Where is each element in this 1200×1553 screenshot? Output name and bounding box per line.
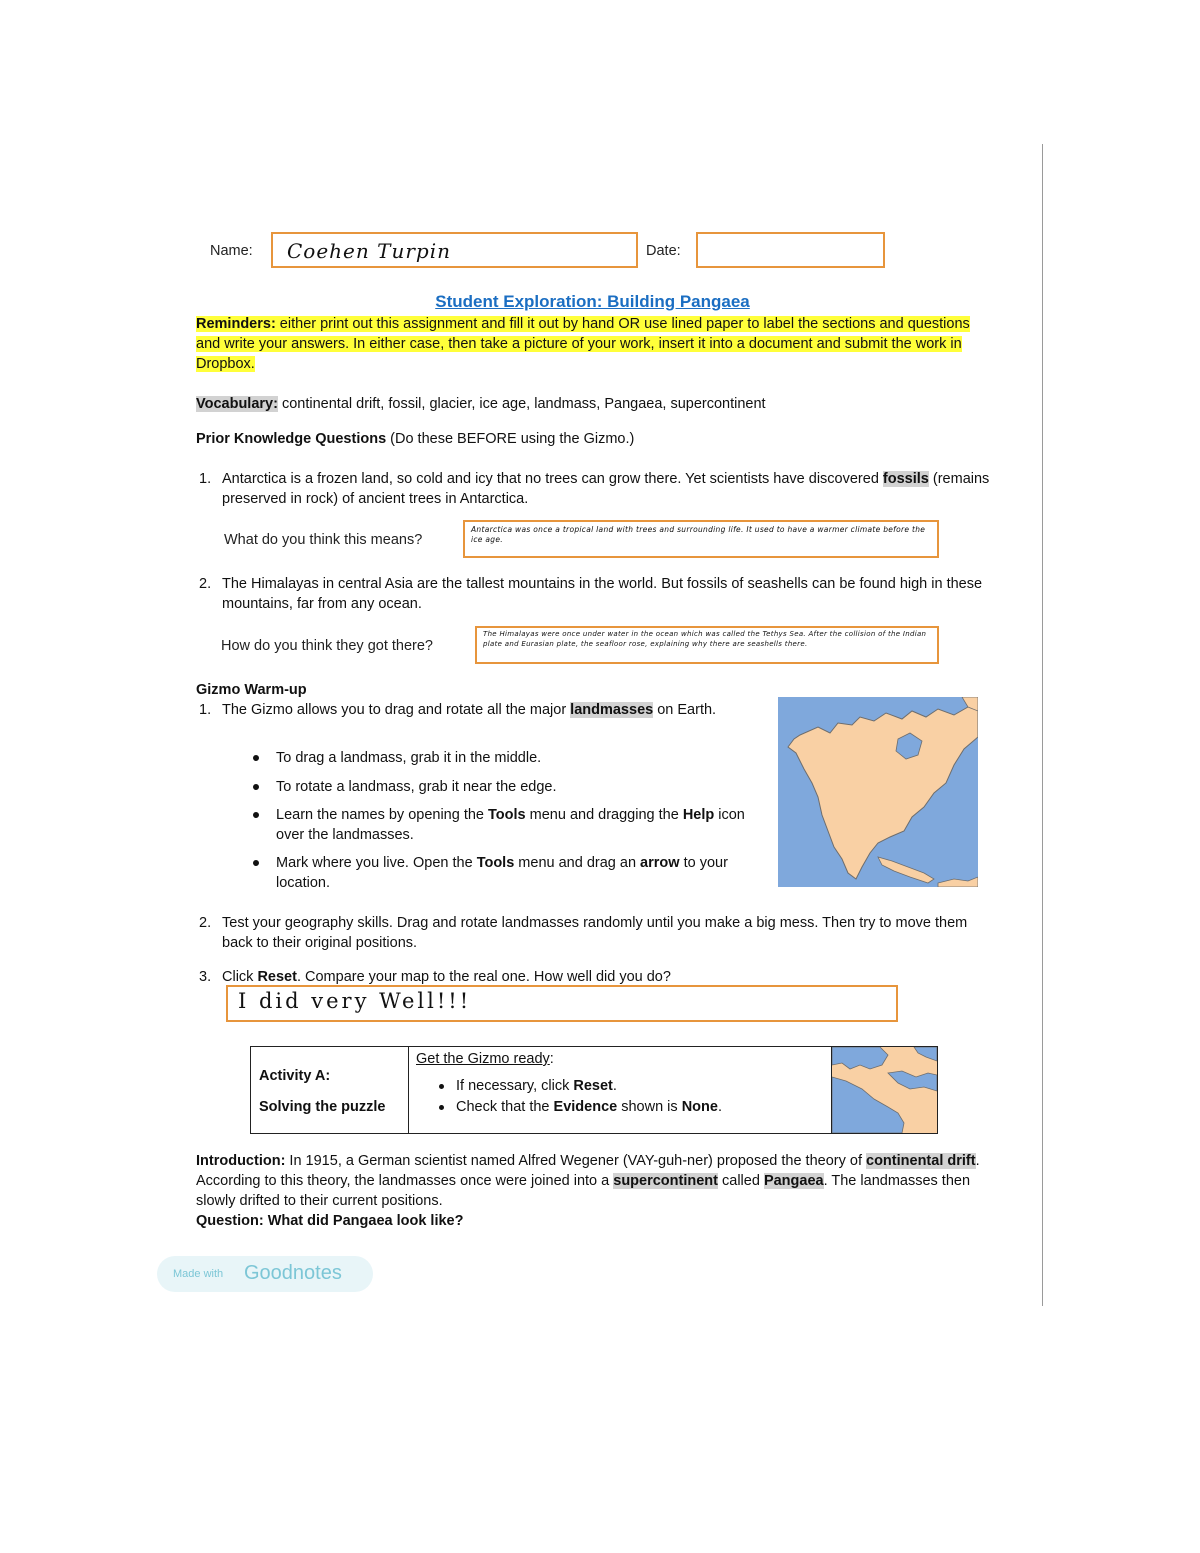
bullet-3-c: menu and dragging the: [525, 807, 683, 823]
prior-q2-answer: The Himalayas were once under water in the ocean which was called the Tethys Sea. After the collision of the Indian plate and Eurasian plate, the seafloor rose, explaining why there are seashells there.: [483, 630, 927, 648]
intro-question-text: Question: What did Pangaea look like?: [196, 1213, 464, 1229]
bullet-3-help: Help: [682, 807, 715, 823]
prior-q1-text-b: (remains preserved in rock) of ancient trees in Antarctica.: [222, 471, 990, 507]
warmup-q2-text: Test your geography skills. Drag and rotate landmasses randomly until you make a big mess. Then try to move them back to their original positions.: [222, 915, 968, 951]
vocabulary-line: [196, 394, 996, 414]
warmup-q1-number: 1.: [199, 702, 212, 718]
bullet-4-tools: Tools: [476, 855, 515, 871]
item2-c: shown is: [617, 1099, 682, 1115]
warmup-q1-text-b: on Earth.: [653, 702, 717, 718]
name-value: Coehen Turpin: [287, 239, 451, 263]
intro-t3: called: [717, 1173, 764, 1189]
intro-t1: In 1915, a German scientist named Alfred Wegener (VAY-guh-ner) proposed the theory of: [285, 1153, 867, 1169]
bullet-dot: [253, 784, 261, 792]
activity-instructions-cell: [409, 1047, 832, 1134]
activity-item-2: [456, 1099, 722, 1115]
intro-t2: . According to this theory, the landmasses once were joined into a: [196, 1153, 980, 1189]
bullet-4-arrow: arrow: [640, 855, 680, 871]
activity-label: Activity A:: [259, 1068, 331, 1084]
warmup-q3-number: 3.: [199, 969, 212, 985]
bullet-dot: [253, 755, 261, 763]
warmup-heading-text: Gizmo Warm-up: [196, 682, 307, 698]
reset-term: Reset: [257, 969, 297, 985]
fossils-term: fossils: [882, 471, 929, 487]
activity-map-cell: [832, 1047, 938, 1134]
prior-q2-answer-box[interactable]: [475, 626, 939, 664]
warmup-q1-text-a: The Gizmo allows you to drag and rotate all the major: [222, 702, 571, 718]
continental-drift-term: continental drift: [866, 1153, 976, 1169]
warmup-q3-text-b: . Compare your map to the real one. How well did you do?: [296, 969, 671, 985]
page-title[interactable]: Student Exploration: Building Pangaea: [435, 292, 750, 311]
date-field[interactable]: [696, 232, 885, 268]
warmup-q3-answer: I did very Well!!!: [238, 989, 472, 1013]
item2-evidence: Evidence: [553, 1099, 618, 1115]
watermark-prefix: Made with: [173, 1268, 224, 1280]
prior-q1-prompt: What do you think this means?: [224, 532, 423, 548]
prior-q1-text: [222, 469, 992, 509]
prior-q1-answer: Antarctica was once a tropical land with trees and surrounding life. It used to have a warmer climate before the ice age.: [471, 525, 926, 544]
prior-knowledge-heading: [196, 429, 996, 449]
warmup-q3-text-a: Click: [222, 969, 258, 985]
item2-none: None: [681, 1099, 718, 1115]
bullet-4-d: to your location.: [276, 855, 728, 891]
prior-q2-number: 2.: [199, 576, 212, 592]
vocabulary-terms: continental drift, fossil, glacier, ice age, landmass, Pangaea, supercontinent: [277, 396, 766, 412]
prior-q2-text: The Himalayas in central Asia are the tallest mountains in the world. But fossils of seashells can be found high in these mountains, far from any ocean.: [222, 576, 983, 612]
pangaea-term: Pangaea: [763, 1173, 824, 1189]
warmup-q3-answer-box[interactable]: [226, 985, 898, 1022]
intro-t4: . The landmasses then slowly drifted to their current positions.: [196, 1173, 971, 1209]
prior-q1-answer-box[interactable]: [463, 520, 939, 558]
intro-question: [196, 1211, 463, 1231]
item1-a: If necessary, click: [456, 1078, 574, 1094]
name-label: Name:: [210, 243, 253, 259]
activity-subtitle: Solving the puzzle: [259, 1099, 386, 1115]
prior-q2-prompt: How do you think they got there?: [221, 638, 433, 654]
bullet-dot: [253, 860, 261, 868]
warmup-bullet-2: To rotate a landmass, grab it near the edge.: [276, 779, 557, 795]
item2-e: .: [717, 1099, 722, 1115]
warmup-q3-text: [222, 967, 992, 987]
supercontinent-term: supercontinent: [613, 1173, 718, 1189]
central-america-map-image: [832, 1047, 937, 1133]
reminders-text: either print out this assignment and fill it out by hand OR use lined paper to label the sections and questions and write your answers. In either case, then take a picture of your work, insert it into a document and submit the work in Dropbox.: [196, 316, 970, 372]
item2-a: Check that the: [456, 1099, 554, 1115]
activity-label-cell: [251, 1047, 409, 1134]
bullet-4-a: Mark where you live. Open the: [276, 855, 477, 871]
name-field[interactable]: [271, 232, 638, 268]
bullet-3-a: Learn the names by opening the: [276, 807, 489, 823]
item1-c: .: [612, 1078, 617, 1094]
warmup-q2-number: 2.: [199, 915, 212, 931]
activity-item-1: [456, 1078, 617, 1094]
warmup-bullet-3: [276, 805, 768, 845]
reminders-paragraph: [196, 314, 996, 374]
vocabulary-label: Vocabulary:: [196, 396, 278, 412]
warmup-bullet-1: To drag a landmass, grab it in the middle.: [276, 750, 542, 766]
date-label: Date:: [646, 243, 681, 259]
bullet-3-tools: Tools: [488, 807, 526, 823]
bullet-dot: [439, 1105, 444, 1110]
prior-heading-note: (Do these BEFORE using the Gizmo.): [386, 431, 635, 447]
page-edge-line: [1042, 144, 1043, 1306]
reminders-label: Reminders:: [196, 316, 276, 332]
activity-a-table: [250, 1046, 938, 1134]
landmasses-term: landmasses: [570, 702, 654, 718]
bullet-dot: [439, 1084, 444, 1089]
get-ready-colon: :: [549, 1051, 554, 1067]
get-ready-text: Get the Gizmo ready: [416, 1051, 550, 1067]
warmup-bullet-4: [276, 853, 756, 893]
get-ready-heading: [416, 1051, 554, 1067]
bullet-3-d: icon over the landmasses.: [276, 807, 745, 843]
bullet-dot: [253, 812, 261, 820]
warmup-heading: [196, 680, 307, 700]
item1-reset: Reset: [573, 1078, 613, 1094]
prior-q1-text-a: Antarctica is a frozen land, so cold and icy that no trees can grow there. Yet scientists have discovered: [222, 471, 883, 487]
goodnotes-watermark: [157, 1256, 373, 1292]
watermark-brand: Goodnotes: [244, 1262, 342, 1284]
intro-label: Introduction:: [196, 1153, 286, 1169]
prior-q1-number: 1.: [199, 471, 212, 487]
introduction-paragraph: [196, 1151, 996, 1211]
prior-heading-text: Prior Knowledge Questions: [196, 431, 387, 447]
bullet-4-c: menu and drag an: [514, 855, 641, 871]
north-america-map-image: [778, 697, 978, 887]
warmup-q1-text: [222, 700, 752, 720]
